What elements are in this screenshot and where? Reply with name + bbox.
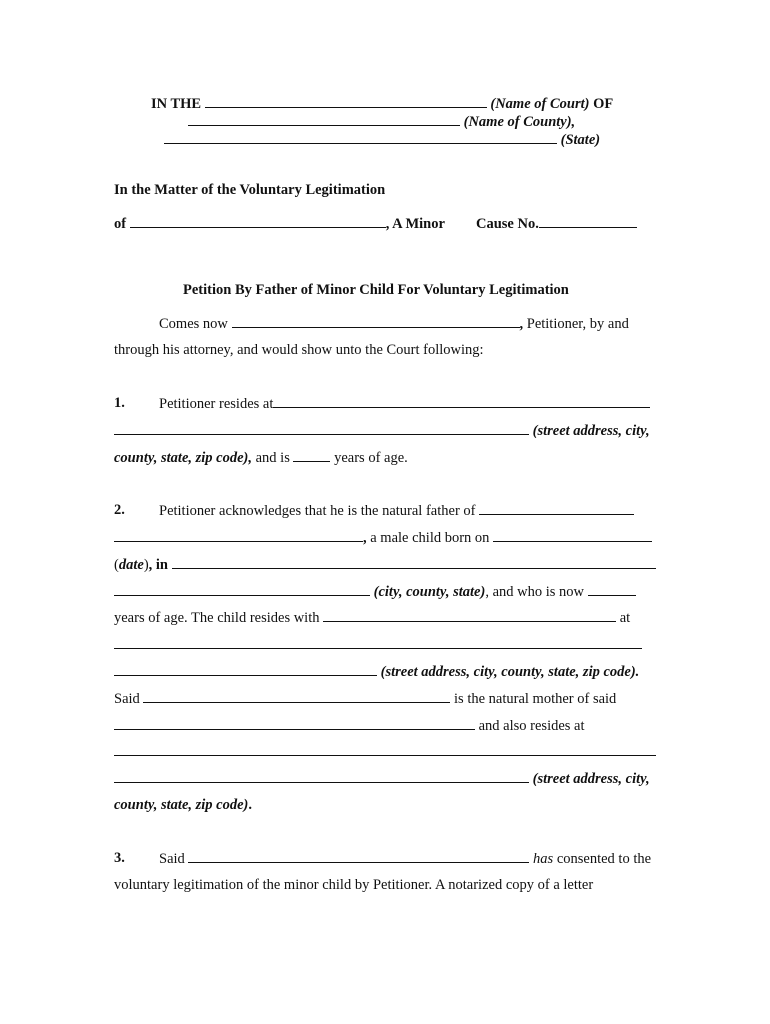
petitioner-age-blank[interactable] [293, 448, 330, 462]
has-label: has [533, 851, 554, 867]
who-is-now-label: , and who is now [485, 584, 584, 600]
birth-place-blank-2[interactable] [114, 582, 370, 596]
birth-place-blank[interactable] [172, 555, 656, 569]
in-label: , in [148, 557, 168, 573]
p3-line-2: voluntary legitimation of the minor child by Petitioner. A notarized copy of a letter [114, 877, 594, 893]
p2-line-10 [114, 742, 656, 761]
p2-line-2 [114, 528, 652, 547]
child-age-blank[interactable] [588, 582, 636, 596]
mother-name-blank[interactable] [143, 689, 450, 703]
state-name-blank[interactable] [164, 130, 557, 144]
court-name-blank[interactable] [205, 94, 487, 108]
petitioner-address-blank[interactable] [273, 394, 650, 408]
intro-line-1 [159, 314, 629, 333]
name-of-court-label: (Name of Court) [490, 96, 590, 112]
state-line [164, 130, 600, 149]
city-county-state-label: (city, county, state) [373, 584, 486, 600]
resides-at-label: Petitioner resides at [159, 396, 274, 412]
natural-mother-label: is the natural mother of said [454, 691, 617, 707]
comma: , [519, 316, 524, 332]
cause-no-blank[interactable] [539, 214, 637, 228]
of-label: of [114, 216, 127, 232]
p2-line-12 [114, 796, 252, 814]
street-address-full-label: (street address, city, county, state, zip code). [380, 664, 640, 680]
at-label: at [619, 610, 631, 626]
cause-no-line [476, 214, 637, 233]
p2-line-7 [114, 662, 639, 681]
street-address-label-2: (street address, city, [532, 771, 650, 787]
p1-line-3 [114, 448, 408, 467]
period: . [248, 797, 252, 813]
name-of-county-label: (Name of County), [463, 114, 576, 130]
comes-now-label: Comes now [159, 316, 228, 332]
in-the-label: IN THE [151, 96, 202, 112]
said-label: Said [159, 851, 185, 867]
child-address-blank[interactable] [114, 635, 642, 649]
petitioner-label: Petitioner, by and [523, 316, 629, 332]
county-line [188, 112, 575, 131]
petitioner-name-blank[interactable] [232, 314, 520, 328]
p2-line-3 [114, 555, 656, 574]
mother-child-blank[interactable] [114, 716, 475, 730]
p2-line-1 [159, 501, 634, 520]
petitioner-address-blank-2[interactable] [114, 421, 529, 435]
consented-label: consented to the [553, 851, 652, 867]
child-address-blank-2[interactable] [114, 662, 377, 676]
p2-line-5 [114, 608, 630, 627]
mother-address-blank-2[interactable] [114, 769, 529, 783]
date-label: date [118, 557, 144, 573]
child-name-blank-2[interactable] [114, 528, 363, 542]
street-address-label: (street address, city, [532, 423, 650, 439]
a-minor-label: , A Minor [385, 216, 445, 232]
minor-name-blank[interactable] [130, 214, 386, 228]
years-of-age-label: years of age. [330, 450, 408, 466]
acknowledges-label: Petitioner acknowledges that he is the natural father of [159, 503, 476, 519]
paren-close: ) [143, 557, 149, 573]
p2-line-8 [114, 689, 616, 708]
county-state-zip-label-2: county, state, zip code) [114, 797, 249, 813]
petition-title: Petition By Father of Minor Child For Voluntary Legitimation [183, 282, 569, 298]
mother-address-blank[interactable] [114, 742, 656, 756]
p2-line-11 [114, 769, 650, 788]
child-name-blank[interactable] [479, 501, 634, 515]
county-state-zip-label: county, state, zip code), [114, 450, 252, 466]
p3-line-1 [159, 849, 651, 868]
comma: , [363, 530, 367, 546]
court-line [151, 94, 613, 113]
child-resides-label: years of age. The child resides with [114, 610, 320, 626]
p1-number: 1. [114, 395, 125, 411]
p1-line-1 [159, 394, 650, 413]
matter-title: In the Matter of the Voluntary Legitimation [114, 182, 386, 198]
p2-line-6 [114, 635, 642, 654]
county-name-blank[interactable] [188, 112, 460, 126]
p1-line-2 [114, 421, 650, 440]
p2-number: 2. [114, 502, 125, 518]
paren-open: ( [114, 557, 119, 573]
state-label: (State) [560, 132, 601, 148]
matter-of-line [114, 214, 445, 233]
p2-line-9 [114, 716, 585, 735]
p3-number: 3. [114, 850, 125, 866]
p2-line-4 [114, 582, 636, 601]
male-child-label: a male child born on [366, 530, 490, 546]
cause-no-label: Cause No. [476, 216, 539, 232]
child-custodian-blank[interactable] [323, 608, 616, 622]
said-label: Said [114, 691, 140, 707]
consenting-party-blank[interactable] [188, 849, 529, 863]
and-is-label: and is [252, 450, 294, 466]
intro-line-2: through his attorney, and would show unto the Court following: [114, 342, 484, 358]
of-label: OF [593, 96, 614, 112]
also-resides-label: and also resides at [478, 718, 585, 734]
birth-date-blank[interactable] [493, 528, 652, 542]
